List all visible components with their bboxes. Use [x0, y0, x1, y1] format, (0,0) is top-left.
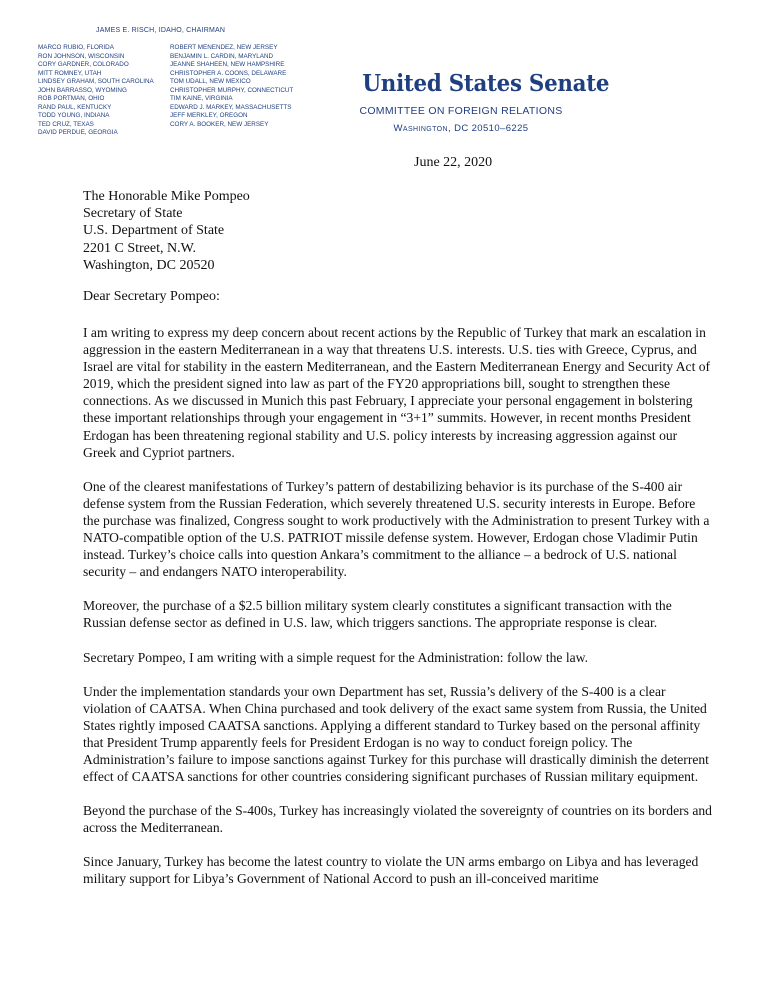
member-name: RAND PAUL, KENTUCKY	[38, 103, 112, 111]
member-name: DAVID PERDUE, GEORGIA	[38, 129, 118, 136]
member-name: CORY A. BOOKER, NEW JERSEY	[170, 120, 269, 128]
letter-date: June 22, 2020	[414, 155, 493, 170]
recipient-line: 2201 C Street, N.W.	[83, 240, 197, 256]
member-name: CORY GARDNER, COLORADO	[38, 61, 129, 68]
body-paragraph: I am writing to express my deep concern about recent actions by the Republic of Turkey that mark an escalation in aggression in the eastern Mediterranean in a way that threatens U.S. interests. U.S. ties with Greece, Cyprus, and Israel are vital for stability in the eastern Mediterranean, and the Eastern Mediterranean Energy and Security Act of 2019, which the president signed into law as part of the FY20 appropriations bill, sought to strengthen these connections. As we discussed in Munich this past February, I appreciate your personal engagement in bolstering these important relationships through your engagement in “3+1” summits. However, in recent months President Erdogan has been threatening regional stability and U.S. policy interests by increasing aggression against our Greek and Cypriot partners.	[83, 325, 711, 460]
recipient-line: The Honorable Mike Pompeo	[83, 189, 250, 204]
minority-members-list	[170, 44, 293, 129]
member-name: MITT ROMNEY, UTAH	[38, 69, 102, 77]
institution-title: United States Senate	[362, 70, 610, 97]
recipient-line: Washington, DC 20520	[83, 257, 215, 273]
recipient-line: U.S. Department of State	[83, 223, 225, 239]
majority-members-list	[38, 44, 154, 138]
member-name: CHRISTOPHER A. COONS, DELAWARE	[170, 69, 287, 77]
body-paragraph: One of the clearest manifestations of Turkey’s pattern of destabilizing behavior is its purchase of the S-400 air defense system from the Russian Federation, which severely threatened U.S. security interests in Europe. Before the purchase was finalized, Congress sought to work productively with the Administration to present Turkey with a NATO-compatible option of the U.S. PATRIOT missile defense system. However, Erdogan chose Vladimir Putin instead. Turkey’s choice calls into question Ankara’s commitment to the alliance – a bedrock of U.S. national security – and endangers NATO interoperability.	[83, 478, 710, 580]
member-name: JEFF MERKLEY, OREGON	[170, 112, 248, 119]
member-name: ROB PORTMAN, OHIO	[38, 95, 105, 102]
member-name: ROBERT MENENDEZ, NEW JERSEY	[170, 44, 278, 51]
member-name: TED CRUZ, TEXAS	[38, 120, 94, 128]
recipient-address	[83, 188, 250, 274]
letterhead-chairman: JAMES E. RISCH, IDAHO, CHAIRMAN	[96, 27, 226, 34]
member-name: MARCO RUBIO, FLORIDA	[38, 44, 114, 51]
member-name: EDWARD J. MARKEY, MASSACHUSETTS	[170, 103, 292, 111]
member-name: TIM KAINE, VIRGINIA	[170, 95, 233, 102]
committee-address: Washington, DC 20510–6225	[393, 123, 529, 134]
member-name: RON JOHNSON, WISCONSIN	[38, 52, 125, 60]
letter-body	[83, 324, 713, 905]
committee-name: COMMITTEE ON FOREIGN RELATIONS	[359, 105, 563, 117]
member-name: TODD YOUNG, INDIANA	[38, 112, 110, 119]
body-paragraph: Beyond the purchase of the S-400s, Turkey has increasingly violated the sovereignty of countries on its borders and across the Mediterranean.	[83, 803, 712, 836]
member-name: BENJAMIN L. CARDIN, MARYLAND	[170, 52, 274, 60]
salutation: Dear Secretary Pompeo:	[83, 289, 220, 304]
body-paragraph: Under the implementation standards your own Department has set, Russia’s delivery of the S-400 is a clear violation of CAATSA. When China purchased and took delivery of the exact same system from Russia, the United States rightly imposed CAATSA sanctions. Applying a different standard to Turkey based on the personal affinity that President Trump apparently feels for President Erdogan is no way to conduct foreign policy. The Administration’s failure to impose sanctions against Turkey for this purchase will drastically diminish the deterrent effect of CAATSA sanctions for other countries considering significant purchases of Russian military equipment.	[83, 683, 709, 785]
member-name: LINDSEY GRAHAM, SOUTH CAROLINA	[38, 78, 154, 85]
senate-letterhead-seal	[355, 70, 610, 134]
body-paragraph: Moreover, the purchase of a $2.5 billion military system clearly constitutes a significant transaction with the Russian defense sector as defined in U.S. law, which triggers sanctions. The appropriate response is clear.	[83, 598, 672, 631]
member-name: JEANNE SHAHEEN, NEW HAMPSHIRE	[170, 61, 285, 68]
member-name: TOM UDALL, NEW MEXICO	[170, 78, 251, 85]
member-name: JOHN BARRASSO, WYOMING	[38, 86, 127, 94]
member-name: CHRISTOPHER MURPHY, CONNECTICUT	[170, 86, 294, 94]
body-paragraph: Since January, Turkey has become the latest country to violate the UN arms embargo on Libya and has leveraged military support for Libya’s Government of National Accord to push an ill-conceived maritime	[83, 854, 699, 887]
recipient-line: Secretary of State	[83, 206, 183, 222]
body-paragraph: Secretary Pompeo, I am writing with a simple request for the Administration: follow the law.	[83, 649, 588, 665]
